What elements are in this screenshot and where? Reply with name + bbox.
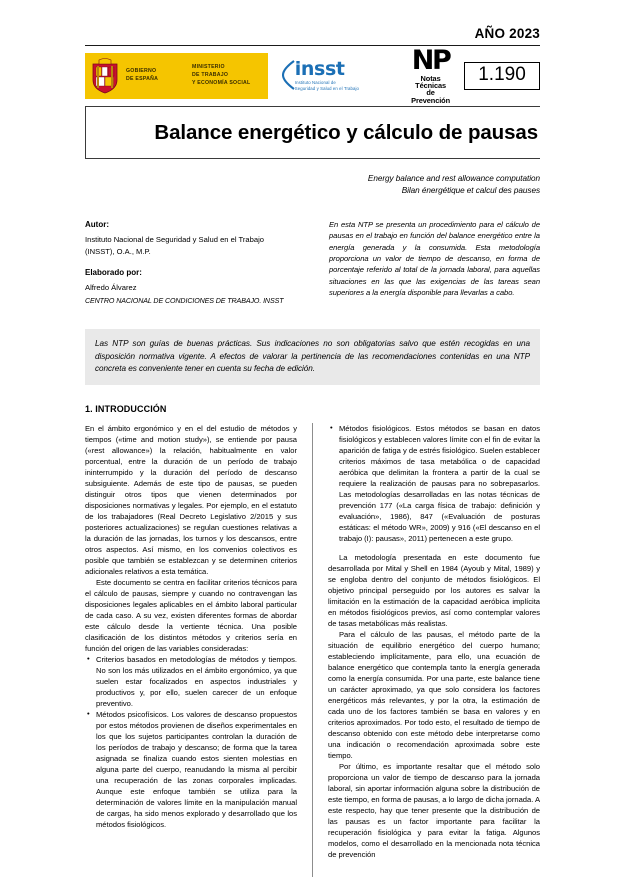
ntp-block: [411, 44, 540, 105]
prepared-by-label: Elaborado por:: [85, 267, 142, 277]
left-paragraph-2: Este documento se centra en facilitar criterios técnicos para el cálculo de pausas, siempre y cuando no contravengan las disposiciones legales aplicables en el ámbito laboral particular de cada caso. A su vez, existen diferentes formas de abordar este cálculo desde la vertiente técnica. Una posible clasificación de los distintos métodos y criterios sería en función del origen de las variables consideradas:: [85, 577, 297, 653]
ntp-caption: Notas Técnicas de Prevención: [411, 73, 451, 105]
disclaimer-note: Las NTP son guías de buenas prácticas. Sus indicaciones no son obligatorias salvo que estén recogidas en una disposición normativa vigente. A efectos de valorar la pertinencia de las recomendaciones contenidas en una NTP concreta es conveniente tener en cuenta su fecha de edición.: [85, 329, 540, 385]
government-line-1: GOBIERNO: [126, 68, 157, 75]
body-columns: [85, 423, 540, 877]
ministry-line-1: MINISTERIO: [192, 64, 225, 71]
insst-logo: [268, 53, 411, 99]
translated-subtitles: [85, 173, 540, 197]
author-name-line-2: (INSST), O.A., M.P.: [85, 246, 151, 256]
column-divider: [305, 423, 320, 877]
insst-arc-icon: [282, 60, 295, 90]
author-spacer: [85, 258, 303, 267]
author-name-line-1: Instituto Nacional de Seguridad y Salud en el Trabajo: [85, 235, 264, 245]
author-block: [85, 219, 303, 307]
left-column: [85, 423, 305, 877]
right-paragraph-2: Para el cálculo de las pausas, el método parte de la situación de equilibrio energético del cuerpo humano; estableciendo implícitamente, para ello, una ecuación de balance energético que contempla tanto la energía generada como la energía consumida. Por una parte, este balance tiene un carácter aproximado, ya que solo considera los factores energéticos más relevantes, y por la otra, la estimación de cada uno de los factores también se basa en valores y en criterios aproximados. Por todo esto, el resultado de tiempo de descanso obtenido con este método debe interpretarse como una indicación o recomendación aproximada sobre este tiempo.: [328, 629, 540, 760]
list-item: • Métodos fisiológicos. Estos métodos se basan en datos fisiológicos y establecen valores límite con el fin de evitar la aparición de fatiga y de estrés fisiológico. Suelen establecer criterios máximos de tasa metabólica o de capacidad aeróbica que delimitan la frontera a partir de la cual se requiere la realización de pausas para no sobrepasarlos. Las metodologías desarrolladas en las notas técnicas de prevención 177 («La carga física de trabajo: definición y evaluación», 1986), 847 («Evaluación de posturas estáticas: el método WR», 2009) y 916 («El descanso en el trabajo (I): pausas», 2011) pertenecen a este grupo.: [328, 423, 540, 544]
government-logo: [85, 53, 268, 99]
government-line-2: DE ESPAÑA: [126, 76, 159, 82]
insst-subtitle: [295, 80, 359, 93]
list-item: • Métodos psicofísicos. Los valores de descanso propuestos por estos métodos provienen de diseños experimentales en los que los sujetos participantes controlan la duración de los períodos de trabajo y descanso; de forma que la tarea asignada se finaliza cuando estos sienten molestias en alguna parte del cuerpo, reanudando la misma al percibir una recuperación de las zonas corporales implicadas. Aunque este enfoque también se utiliza para la determinación de valores límite en la manipulación manual de cargas, ha sido menos explorado y desarrollado que los métodos fisiológicos.: [85, 709, 297, 830]
spain-coat-of-arms-icon: [89, 58, 121, 94]
top-rule: [85, 45, 540, 46]
ministry-line-2: DE TRABAJO: [192, 72, 229, 79]
prepared-by-organisation: CENTRO NACIONAL DE CONDICIONES DE TRABAJO. INSST: [85, 296, 284, 305]
left-bullet-list: [85, 654, 297, 830]
insst-wordmark: insst: [294, 57, 345, 80]
prepared-by-name: Alfredo Álvarez: [85, 283, 137, 293]
left-paragraph-1: En el ámbito ergonómico y en el del estudio de métodos y tiempos («time and motion study»), se entiende por pausa («rest allowance») la relación, habitualmente en valor porcentual, entre la duración de un período de trabajo ininterrumpido y la duración del período de descanso subsiguiente. Además de este tipo de pausas, se pueden distinguir otros tipos que vienen determinados por disposiciones normativas y legales. Por ejemplo, en el estatuto de los trabajadores (Real Decreto Legislativo 2/2015 y sus posteriores actualizaciones) se regulan cuestiones relativas a la duración de las jornadas, los turnos y los descansos, entre otros aspectos. Así mismo, en los convenios colectivos es posible que también se establezcan y se determinen criterios adicionales relativos a esta temática.: [85, 423, 297, 576]
masthead: [85, 44, 540, 105]
insst-sub-line-2: Seguridad y Salud en el Trabajo: [294, 86, 360, 91]
insst-mark: [282, 57, 360, 93]
ntp-logo: [411, 44, 451, 105]
list-item: • Criterios basados en metodologías de métodos y tiempos. No son los más utilizados en el ámbito ergonómico, ya que suelen estar focalizados en aspectos industriales y productivos y, por ello, suelen carecer de un enfoque preventivo.: [85, 654, 297, 709]
right-column: [320, 423, 540, 877]
ntp-number-badge: 1.190: [464, 62, 540, 90]
title-frame: [85, 107, 540, 159]
author-label: Autor:: [85, 219, 109, 229]
right-paragraph-1: La metodología presentada en este documento fue desarrollada por Mital y Shell en 1984 (Ayoub y Mital, 1989) y se engloba dentro del conjunto de métodos fisiológicos. El objetivo principal perseguido por los autores es salvar la limitación en la estimación de la capacidad aeróbica implícita en métodos fisiológicos previos, así como contemplar valores de tasas metabólicas más realistas.: [328, 552, 540, 628]
page-title: Balance energético y cálculo de pausas: [154, 120, 538, 144]
abstract-text: En esta NTP se presenta un procedimiento para el cálculo de pausas en el trabajo en función del balance energético entre la energía generada y la consumida. Esta metodología proporciona un valor de tiempo de descanso, en forma de porcentaje referido al total de la jornada laboral, para aquellas situaciones en las que las exigencias de las tareas sean superiores a la energía disponible para llevarlas a cabo.: [329, 219, 540, 298]
year-label: AÑO 2023: [474, 26, 540, 41]
subtitle-french: Bilan énergétique et calcul des pauses: [401, 185, 540, 195]
subtitle-english: Energy balance and rest allowance computation: [367, 174, 540, 183]
insst-sub-line-1: Instituto Nacional de: [294, 79, 336, 85]
government-logo-text: [126, 68, 182, 83]
metadata-row: [85, 219, 540, 307]
section-heading: 1. INTRODUCCIÓN: [85, 403, 167, 414]
right-paragraph-3: Por último, es importante resaltar que el método solo proporciona un valor de tiempo de descanso para la jornada laboral, sin aportar información alguna sobre la distribución de este tiempo, en forma de pausas, a lo largo de dicha jornada. A este respecto, hay que tener presente que la distribución de las pausas es un factor importante para facilitar la recuperación fisiológica y para evitar la fatiga. Algunos modelos, como el desarrollado en la mencionada nota técnica de prevención: [328, 761, 540, 859]
ntp-letters: NP: [411, 44, 450, 76]
ministry-line-3: Y ECONOMÍA SOCIAL: [192, 79, 251, 86]
right-bullet-list: [328, 423, 540, 544]
ministry-logo-text: [192, 64, 250, 87]
page-content: [85, 0, 540, 877]
